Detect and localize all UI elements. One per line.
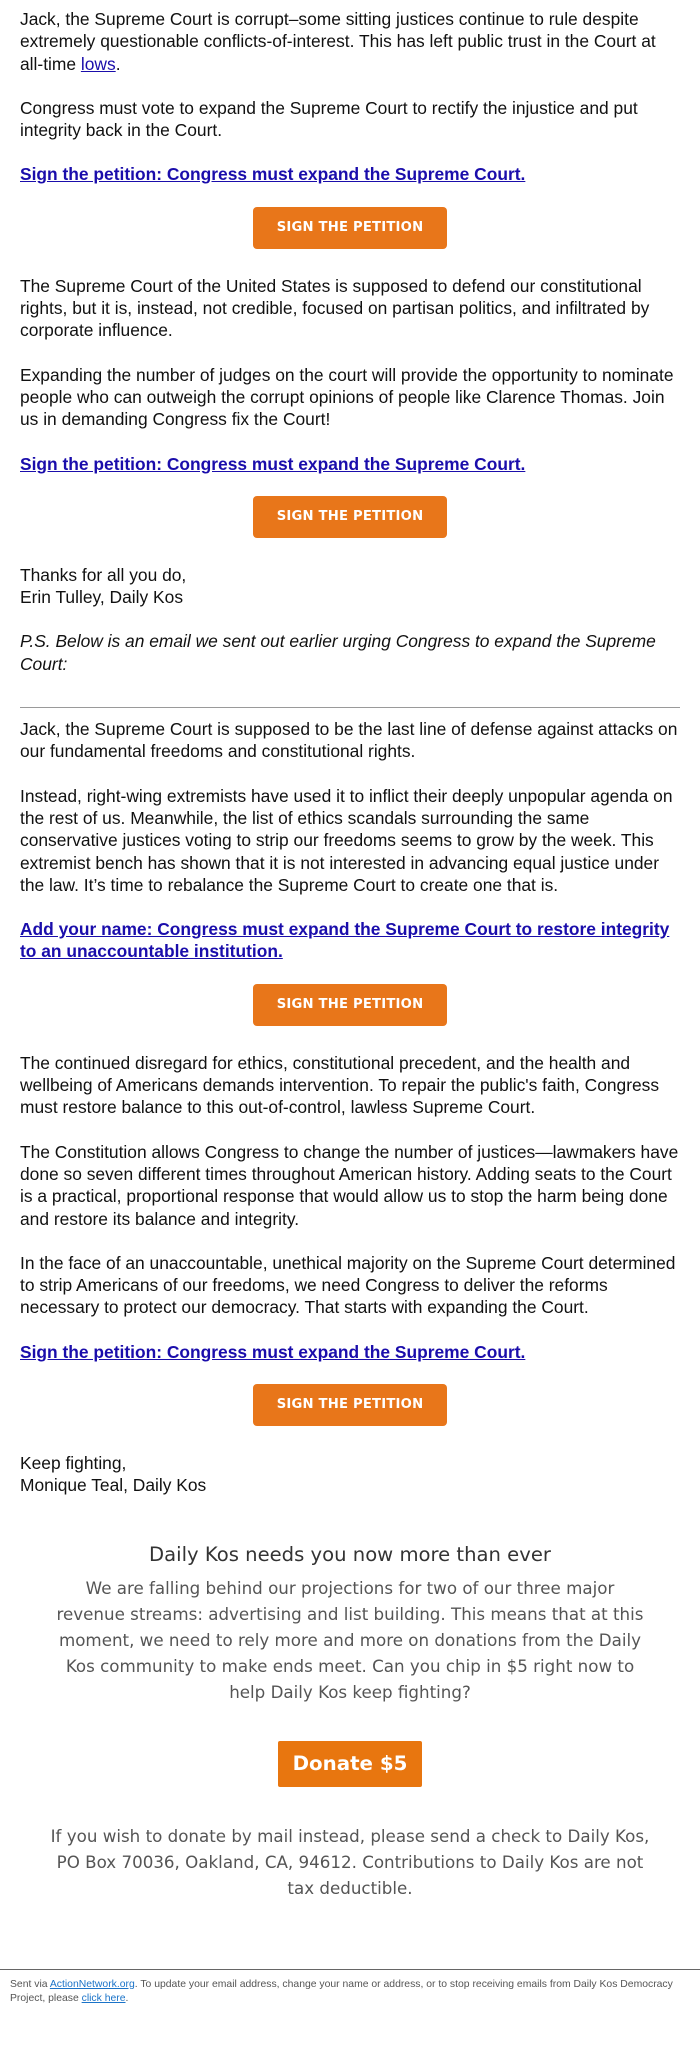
footer-sent-via: Sent via — [10, 1978, 50, 1990]
petition-button-row-2 — [20, 496, 680, 538]
donation-promo — [0, 1543, 700, 1901]
section2-paragraph-2: Expanding the number of judges on the court will provide the opportunity to nominate people who can outweigh the corrupt opinions of people like Clarence Thomas. Join us in demanding Congress fix the Court! — [20, 364, 674, 430]
divider — [20, 707, 680, 708]
unsubscribe-link[interactable]: click here — [81, 1992, 126, 2004]
petition-link-1[interactable]: Sign the petition: Congress must expand the Supreme Court. — [20, 164, 526, 185]
section2-paragraph-1: The Supreme Court of the United States is supposed to defend our constitutional rights, but it is, instead, not credible, focused on partisan politics, and infiltrated by corporate influence. — [20, 275, 650, 341]
earlier-paragraph-2: Instead, right-wing extremists have used it to inflict their deeply unpopular agenda on the rest of us. Meanwhile, the list of ethics scandals surrounding the same conservative justices voting to strip our freedoms seems to grow by the week. This extremist bench has shown that it is not interested in advancing equal justice under the law. It’s time to rebalance the Supreme Court to create one that is. — [20, 785, 673, 895]
ps-note: P.S. Below is an email we sent out earlier urging Congress to expand the Supreme Court: — [20, 631, 656, 674]
earlier-paragraph-5: In the face of an unaccountable, unethical majority on the Supreme Court determined to strip Americans of our freedoms, we need Congress to deliver the reforms necessary to protect our democracy. That starts with expanding the Court. — [20, 1252, 676, 1318]
actionnetwork-link[interactable]: ActionNetwork.org — [49, 1978, 135, 1990]
earlier-paragraph-3: The continued disregard for ethics, constitutional precedent, and the health and wellbeing of Americans demands intervention. To repair the public's faith, Congress must restore balance to this out-of-control, lawless Supreme Court. — [20, 1052, 660, 1118]
intro-text-end: . — [115, 53, 121, 74]
lows-link[interactable]: lows — [80, 53, 116, 74]
intro-text: Jack, the Supreme Court is corrupt–some sitting justices continue to rule despite extremely questionable conflicts-of-interest. This has left public trust in the Court at all-time — [20, 9, 656, 74]
email-footer — [0, 1969, 700, 2014]
sign-petition-button-1[interactable]: SIGN THE PETITION — [253, 207, 447, 249]
intro-paragraph-2: Congress must vote to expand the Supreme Court to rectify the injustice and put integrity back in the Court. — [20, 97, 638, 141]
signoff2-line-1: Keep fighting, — [20, 1452, 127, 1473]
sign-petition-button-3[interactable]: SIGN THE PETITION — [253, 984, 447, 1026]
footer-end: . — [125, 1992, 129, 2004]
petition-button-row-4 — [20, 1384, 680, 1426]
petition-link-2[interactable]: Sign the petition: Congress must expand the Supreme Court. — [20, 453, 526, 474]
sign-petition-button-2[interactable]: SIGN THE PETITION — [253, 496, 447, 538]
signoff2-line-2: Monique Teal, Daily Kos — [20, 1475, 207, 1496]
petition-button-row-3 — [20, 984, 680, 1026]
promo-heading: Daily Kos needs you now more than ever — [149, 1542, 551, 1566]
promo-body: We are falling behind our projections for two of our three major revenue streams: advertising and list building. This means that at this moment, we need to rely more and more on donations from the Daily Kos community to make ends meet. Can you chip in $5 right now to help Daily Kos keep fighting? — [56, 1577, 644, 1702]
earlier-paragraph-1: Jack, the Supreme Court is supposed to be the last line of defense against attacks on our fundamental freedoms and constitutional rights. — [20, 719, 678, 762]
petition-button-row-1 — [20, 207, 680, 249]
donate-button-row — [0, 1741, 700, 1787]
email-body — [0, 8, 700, 675]
intro-paragraph-1 — [20, 8, 680, 75]
petition-link-4[interactable]: Sign the petition: Congress must expand the Supreme Court. — [20, 1341, 526, 1362]
mail-donation-note: If you wish to donate by mail instead, please send a check to Daily Kos, PO Box 70036, Oakland, CA, 94612. Contributions to Daily Kos are not tax deductible. — [50, 1825, 650, 1898]
donate-button[interactable]: Donate $5 — [278, 1741, 422, 1787]
petition-link-3[interactable]: Add your name: Congress must expand the Supreme Court to restore integrity to an unaccountable institution. — [20, 919, 670, 962]
footer-text: . To update your email address, change your name or address, or to stop receiving emails from Daily Kos Democracy Project, please — [10, 1978, 673, 2004]
earlier-paragraph-4: The Constitution allows Congress to change the number of justices—lawmakers have done so seven different times throughout American history. Adding seats to the Court is a practical, proportional response that would allow us to stop the harm being done and restore its balance and integrity. — [20, 1141, 679, 1229]
sign-petition-button-4[interactable]: SIGN THE PETITION — [253, 1384, 447, 1426]
signoff-line-2: Erin Tulley, Daily Kos — [20, 587, 184, 608]
earlier-email — [0, 718, 700, 1497]
signoff-line-1: Thanks for all you do, — [20, 564, 187, 585]
